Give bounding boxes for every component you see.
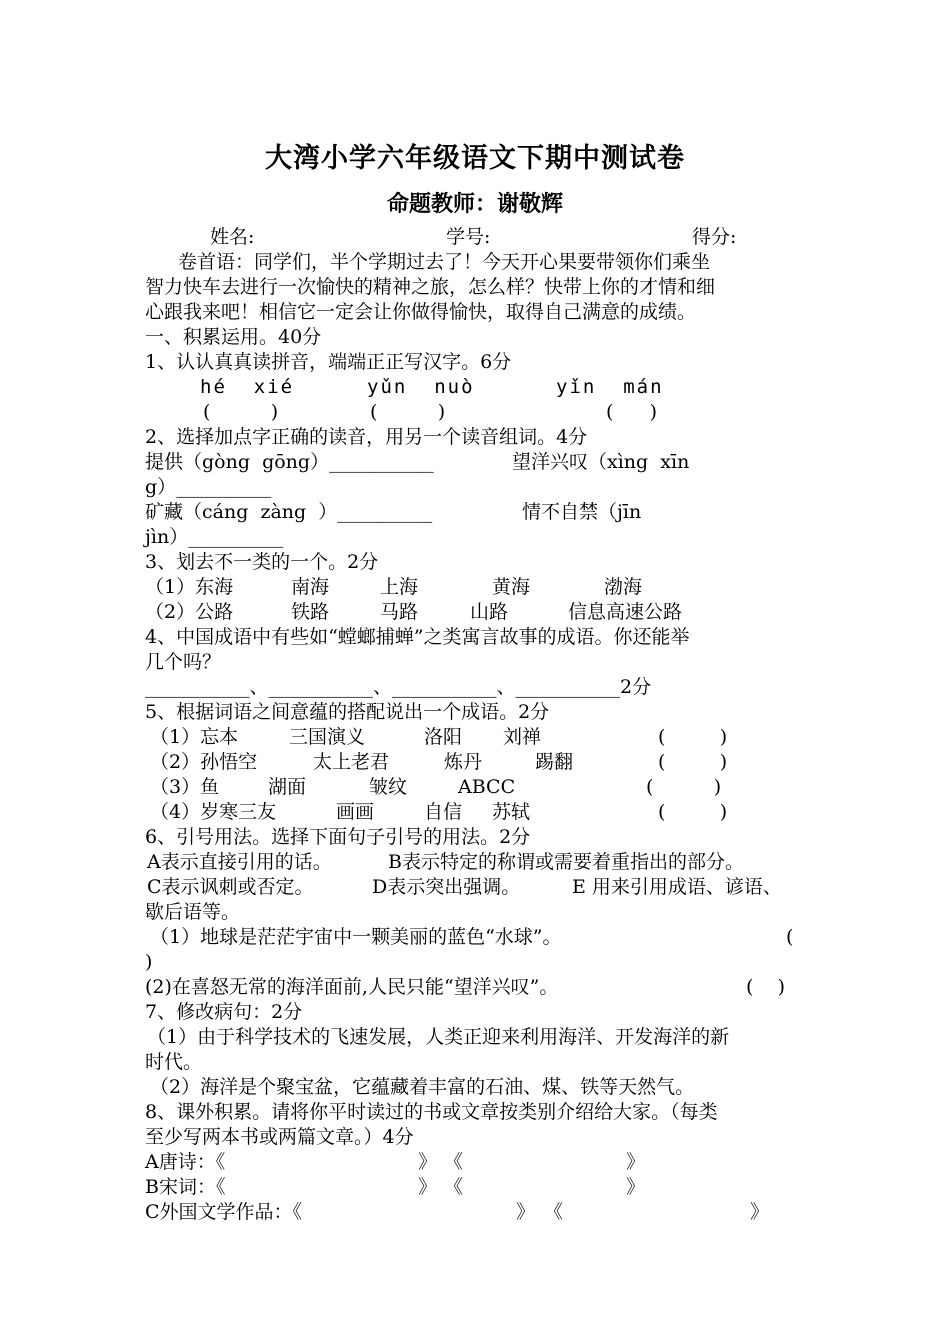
q5-item: 炼丹 [444,751,483,773]
option-item: B表示特定的称谓或需要着重指出的部分。 [388,851,744,873]
title-mark: 《 [544,1201,564,1223]
section-heading: 一、积累运用。40分 [145,326,322,348]
title-mark: 》 [626,1151,646,1173]
pinyin-item: yǐn mán [556,376,664,398]
question-title: 4、中国成语中有些如“螳螂捕蝉”之类寓言故事的成语。你还能举 [145,626,690,648]
intro-line: 卷首语：同学们，半个学期过去了！今天开心果要带领你们乘坐 [178,251,711,273]
q5-item: 自信 [424,801,463,823]
q5-item: 太上老君 [313,751,390,773]
question-line: 望洋兴叹（xìng xīn [512,451,690,473]
score-label: 得分: [692,226,737,248]
option-item: 信息高速公路 [568,601,683,623]
answer-blanks: ___________、___________、___________、___________2分 [145,676,652,698]
option-item: （2）公路 [145,601,234,623]
option-item: C表示讽刺或否定。 [147,876,314,898]
answer-bracket: ( ) [746,976,785,998]
answer-bracket: ( ) [203,401,279,423]
q5-item: （1）忘本 [150,726,239,748]
answer-bracket: ) [145,951,153,973]
title-mark: 》 [418,1151,438,1173]
question-title: 3、划去不一类的一个。2分 [145,551,379,573]
question-title: 8、课外积累。请将你平时读过的书或文章按类别介绍给大家。（每类 [145,1101,718,1123]
q5-item: 踢翻 [535,751,574,773]
q5-item: 洛阳 [424,726,463,748]
question-title: 1、认认真真读拼音，端端正正写汉字。6分 [145,351,512,373]
title-mark: 》 [626,1176,646,1198]
option-item: 山路 [470,601,509,623]
question-title: 几个吗？ [145,651,222,673]
category-label: B宋词：《 [145,1176,226,1198]
answer-bracket: ( ) [370,401,446,423]
q5-item: 苏轼 [492,801,531,823]
question-title: 至少写两本书或两篇文章。）4分 [145,1126,414,1148]
question-line: jìn）__________ [145,526,284,548]
answer-bracket: ( ) [658,801,728,823]
question-sentence: (2)在喜怒无常的海洋面前,人民只能“望洋兴叹”。 [145,976,559,998]
question-title: 2、选择加点字正确的读音，用另一个读音组词。4分 [145,426,588,448]
title-mark: 《 [444,1176,464,1198]
question-title: 7、修改病句：2分 [145,1001,303,1023]
option-item: D表示突出强调。 [372,876,521,898]
pinyin-item: yǔn nuò [367,376,475,398]
q5-item: （3）鱼 [150,776,220,798]
question-sentence: （2）海洋是个聚宝盆，它蕴藏着丰富的石油、煤、铁等天然气。 [150,1076,695,1098]
intro-line: 智力快车去进行一次愉快的精神之旅，怎么样？快带上你的才情和细 [145,276,716,298]
option-item: A表示直接引用的话。 [147,851,332,873]
title-mark: 》 [418,1176,438,1198]
answer-bracket: ( ) [658,726,728,748]
q5-item: 三国演义 [289,726,366,748]
option-item: （1）东海 [145,576,234,598]
q5-item: 刘禅 [503,726,542,748]
name-label: 姓名: [210,226,255,248]
answer-bracket: ( ) [646,776,722,798]
option-item: 上海 [380,576,419,598]
category-label: A唐诗：《 [145,1151,226,1173]
option-item: 马路 [380,601,419,623]
option-item: 铁路 [291,601,330,623]
number-label: 学号: [446,226,491,248]
option-item: E 用来引用成语、谚语、 [572,876,782,898]
q5-item: 画画 [336,801,375,823]
page-title: 大湾小学六年级语文下期中测试卷 [265,143,685,174]
title-mark: 》 [516,1201,536,1223]
q5-item: ABCC [458,776,516,798]
option-item: 渤海 [604,576,643,598]
pinyin-item: hé xié [200,376,295,398]
answer-bracket: ( ) [606,401,658,423]
question-sentence: 时代。 [145,1051,203,1073]
answer-bracket: ( [786,926,794,948]
question-sentence: （1）由于科学技术的飞速发展，人类正迎来利用海洋、开发海洋的新 [147,1026,730,1048]
q5-item: 皱纹 [369,776,408,798]
category-label: C外国文学作品：《 [145,1201,303,1223]
option-item: 南海 [291,576,330,598]
title-mark: 》 [750,1201,770,1223]
option-item: 黄海 [492,576,531,598]
question-line: g）__________ [145,476,272,498]
question-line: 提供（gòng gōng）___________ [145,451,434,473]
answer-bracket: ( ) [658,751,728,773]
q5-item: （4）岁寒三友 [150,801,277,823]
q5-item: 湖面 [268,776,307,798]
option-item: 歇后语等。 [145,901,241,923]
question-title: 5、根据词语之间意蕴的搭配说出一个成语。2分 [145,701,550,723]
title-mark: 《 [444,1151,464,1173]
page-subtitle: 命题教师：谢敬辉 [386,191,563,217]
question-line: 矿藏（cáng zàng ）__________ [145,501,433,523]
question-title: 6、引号用法。选择下面句子引号的用法。2分 [145,826,531,848]
intro-line: 心跟我来吧！相信它一定会让你做得愉快，取得自己满意的成绩。 [145,301,697,323]
question-line: 情不自禁（jīn [522,501,642,523]
q5-item: （2）孙悟空 [150,751,258,773]
question-sentence: （1）地球是茫茫宇宙中一颗美丽的蓝色“水球”。 [150,926,562,948]
